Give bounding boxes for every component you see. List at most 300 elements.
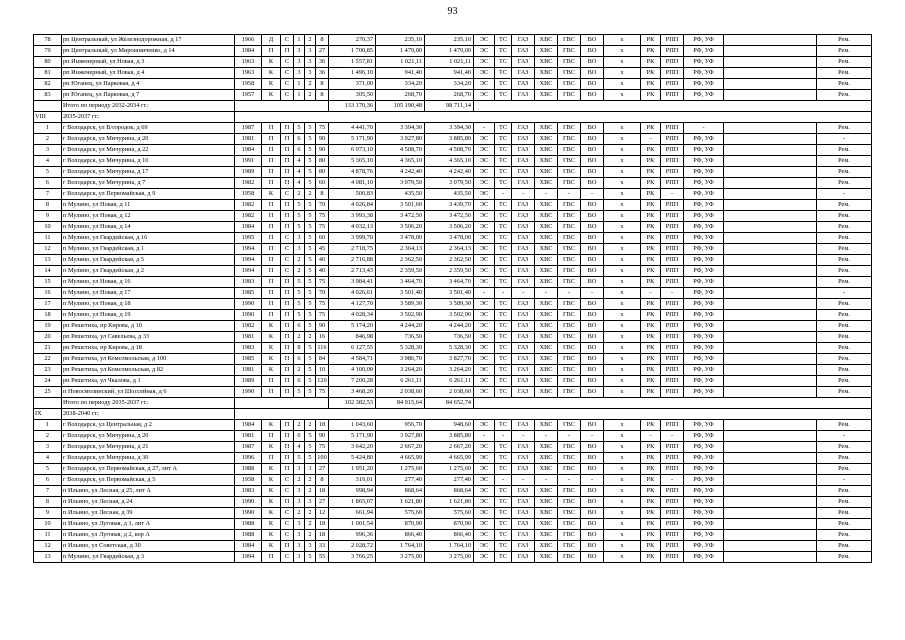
table-cell: 1990 [235,310,262,321]
table-cell: 6 127,55 [329,343,376,354]
table-cell: 90 [316,134,329,145]
table-cell: РФ, УФ [684,68,724,79]
table-cell: 1984 [235,420,262,431]
table-cell: 116 [316,343,329,354]
table-cell: ТС [495,156,512,167]
table-cell: 866,40 [376,530,425,541]
table-cell: 3 589,30 [425,299,474,310]
table-cell: 2 [294,365,305,376]
table-cell: ГВС [558,343,581,354]
table-cell: ТС [495,255,512,266]
table-cell: 3 [305,57,316,68]
table-cell: П [262,167,281,178]
table-cell: РК [641,332,661,343]
table-cell: х [604,90,641,101]
table-cell: РПП [661,46,684,57]
table-cell [474,101,872,112]
table-cell: 75 [316,387,329,398]
table-cell: 5 [305,453,316,464]
table-cell: 1 865,07 [329,497,376,508]
table-cell: - [558,189,581,200]
table-cell: ВО [581,365,604,376]
table-cell: 1994 [235,244,262,255]
table-cell: 6 [294,134,305,145]
table-cell: п Ильино, ул Лесная, д 39 [62,508,235,519]
table-cell: г Володарск, ул Мичурина, д 17 [62,167,235,178]
table-cell: 60 [316,178,329,189]
table-cell: К [262,354,281,365]
table-cell: 75 [316,211,329,222]
table-cell: 2 359,50 [425,266,474,277]
table-cell: Рем. [817,541,872,552]
table-cell: 45 [316,244,329,255]
table-cell: 1983 [235,343,262,354]
table-cell [724,541,817,552]
table-cell: РПП [661,167,684,178]
table-cell: п Мулино, ул Гвардейская, д 2 [62,266,235,277]
table-cell: П [262,387,281,398]
table-cell: ЭС [474,541,495,552]
table-cell: ТС [495,299,512,310]
table-cell: ГВС [558,266,581,277]
table-cell: 5 [305,244,316,255]
table-cell: 1982 [235,200,262,211]
table-cell: х [604,123,641,134]
table-cell: 6 [294,431,305,442]
table-cell: РФ, УФ [684,178,724,189]
table-cell: РК [641,211,661,222]
table-cell [724,321,817,332]
table-cell: 435,50 [376,189,425,200]
table-cell: п Мулино, ул Гвардейская, д 3 [62,552,235,563]
table-cell: VIII [34,112,62,123]
table-cell: РК [641,35,661,46]
table-cell: Рем. [817,464,872,475]
table-cell: х [604,365,641,376]
table-cell: 268,70 [376,90,425,101]
table-cell: 4 026,61 [329,288,376,299]
table-cell: РФ, УФ [684,365,724,376]
table-cell: 3 275,00 [425,552,474,563]
table-cell: г Володарск, ул Мичурина, д 22 [62,145,235,156]
table-cell: ЭС [474,79,495,90]
table-cell: п Ильино, ул Советская, д 30 [62,541,235,552]
table-cell: х [604,354,641,365]
table-cell: РФ, УФ [684,321,724,332]
table-cell: ГВС [558,530,581,541]
table-cell: ГВС [558,211,581,222]
table-cell: РК [641,79,661,90]
table-cell: 1981 [235,332,262,343]
table-cell: - [817,475,872,486]
table-cell: К [262,90,281,101]
table-cell: П [262,46,281,57]
table-cell: ЭС [474,464,495,475]
table-cell: 55 [316,552,329,563]
table-cell: ВО [581,200,604,211]
table-cell: - [661,475,684,486]
table-row [34,376,872,387]
table-cell: 1 [34,420,62,431]
table-cell: 5 [305,299,316,310]
table-cell: 4 244,20 [376,321,425,332]
table-cell [724,145,817,156]
table-cell: 5 [305,288,316,299]
table-cell: 1981 [235,134,262,145]
table-cell: ТС [495,211,512,222]
table-cell: С [281,508,294,519]
table-cell: 1 496,10 [329,68,376,79]
table-cell: 40 [316,266,329,277]
table-cell: п Мулино, ул Гвардейская, д 1 [62,244,235,255]
table-cell: - [581,288,604,299]
table-cell: 5 [294,200,305,211]
table-cell: К [262,420,281,431]
table-cell: х [604,79,641,90]
table-cell: 3 [305,464,316,475]
table-cell: 1957 [235,90,262,101]
table-cell: РФ, УФ [684,497,724,508]
table-cell: 5 [294,387,305,398]
table-cell: 100 [316,453,329,464]
table-cell: ВО [581,486,604,497]
table-cell: 36 [316,68,329,79]
table-cell: 868,64 [425,486,474,497]
table-cell: РК [641,475,661,486]
table-cell [235,112,872,123]
table-cell: х [604,211,641,222]
table-cell: ЭС [474,134,495,145]
table-cell: ВО [581,453,604,464]
table-cell: 17 [34,299,62,310]
table-cell: 3 264,20 [425,365,474,376]
table-cell: РФ, УФ [684,288,724,299]
table-cell: П [281,211,294,222]
table-cell: 1994 [235,266,262,277]
table-cell: 10 [316,365,329,376]
table-cell: ХВС [535,299,558,310]
table-cell: 83 [34,90,62,101]
table-cell: 24 [34,376,62,387]
table-cell [724,387,817,398]
table-cell: К [262,321,281,332]
period-total-row [34,398,872,409]
table-cell: 3 927,80 [376,431,425,442]
table-cell: 1958 [235,79,262,90]
table-cell: П [281,354,294,365]
table-cell: ГВС [558,178,581,189]
table-cell: РФ, УФ [684,343,724,354]
table-cell: - [661,288,684,299]
table-row [34,288,872,299]
table-cell: 3 [305,46,316,57]
table-cell: Рем. [817,442,872,453]
table-cell: 2 [294,332,305,343]
table-cell: 4 441,70 [329,123,376,134]
table-cell: 866,40 [425,530,474,541]
table-cell: ВО [581,530,604,541]
table-cell: 5 328,30 [425,343,474,354]
table-cell: 80 [316,156,329,167]
table-cell: 1985 [235,354,262,365]
table-cell [724,519,817,530]
table-cell: 7 [34,486,62,497]
table-cell: ХВС [535,442,558,453]
table-cell: 3 472,50 [425,211,474,222]
table-cell [724,189,817,200]
table-cell: 5 [305,431,316,442]
table-cell: ЭС [474,90,495,101]
table-cell: 1984 [235,145,262,156]
table-cell: ЭС [474,178,495,189]
table-cell: 1984 [235,222,262,233]
table-row [34,255,872,266]
table-cell: ТС [495,79,512,90]
table-cell: ЭС [474,530,495,541]
table-cell: РПП [661,200,684,211]
table-cell: 1990 [235,387,262,398]
table-cell: РФ, УФ [684,442,724,453]
table-cell: ВО [581,277,604,288]
table-cell: ГАЗ [512,486,535,497]
table-cell: РПП [661,310,684,321]
table-cell: РФ, УФ [684,35,724,46]
table-cell: 661,94 [329,508,376,519]
table-cell: 5 [305,266,316,277]
table-cell: - [535,288,558,299]
table-cell: ГВС [558,332,581,343]
table-cell: 1 001,54 [329,519,376,530]
table-cell: 268,70 [425,90,474,101]
table-cell: К [262,365,281,376]
table-cell: ВО [581,57,604,68]
table-cell: ГАЗ [512,541,535,552]
table-cell: ЭС [474,222,495,233]
table-cell: ТС [495,343,512,354]
table-cell: г Володарск, ул Мичурина, д 20 [62,134,235,145]
table-cell: РПП [661,365,684,376]
table-cell: Рем. [817,552,872,563]
table-cell: ХВС [535,233,558,244]
table-cell: ХВС [535,365,558,376]
table-row [34,46,872,57]
table-cell: ВО [581,343,604,354]
table-row [34,222,872,233]
table-cell [724,453,817,464]
table-cell: 1 764,10 [376,541,425,552]
table-cell: 235,10 [425,35,474,46]
table-cell: 1990 [235,299,262,310]
table-cell: 3 885,80 [425,134,474,145]
table-cell: ХВС [535,266,558,277]
table-cell: 8 [316,475,329,486]
table-cell: 4 026,84 [329,200,376,211]
table-cell: ГАЗ [512,321,535,332]
table-cell: - [495,431,512,442]
table-cell: РФ, УФ [684,332,724,343]
table-cell: рп Решетиха, ул Савельева, д 33 [62,332,235,343]
table-cell: 3 501,40 [376,288,425,299]
table-cell: ГАЗ [512,387,535,398]
table-cell: х [604,277,641,288]
table-cell: 75 [316,442,329,453]
table-cell: К [262,343,281,354]
table-cell: рп Центральный, ул Мирошниченко, д 14 [62,46,235,57]
table-cell: Рем. [817,46,872,57]
table-cell [235,398,329,409]
table-cell: ХВС [535,541,558,552]
table-cell: 1 275,60 [425,464,474,475]
table-cell: ХВС [535,200,558,211]
table-cell: ХВС [535,343,558,354]
table-cell: 6 [294,354,305,365]
table-cell: ЭС [474,519,495,530]
table-cell: ХВС [535,211,558,222]
table-cell: 319,01 [329,475,376,486]
table-cell: ГВС [558,321,581,332]
table-cell: 4 081,10 [329,178,376,189]
table-cell: ТС [495,486,512,497]
table-cell: РК [641,123,661,134]
table-row [34,90,872,101]
table-cell: п Мулино, ул Новая, д 18 [62,299,235,310]
table-cell: 1 951,20 [329,464,376,475]
table-cell: ЭС [474,332,495,343]
table-cell: - [817,189,872,200]
table-cell: п Ильино, ул Лесная, д 24 [62,497,235,508]
table-cell: ВО [581,233,604,244]
table-cell: ГВС [558,442,581,453]
table-cell: ГАЗ [512,530,535,541]
table-cell: 2 362,50 [376,255,425,266]
table-cell [724,530,817,541]
table-cell: 3 501,40 [425,288,474,299]
table-cell: - [512,189,535,200]
table-cell: - [581,475,604,486]
table-cell: 5 171,90 [329,431,376,442]
table-cell [724,475,817,486]
table-cell: 3 506,20 [425,222,474,233]
table-cell: ГВС [558,35,581,46]
table-cell: Рем. [817,222,872,233]
table-cell: 3 394,30 [376,123,425,134]
table-cell: П [262,233,281,244]
table-cell: ВО [581,79,604,90]
table-cell: РПП [661,68,684,79]
table-cell: г Володарск, ул Первомайская, д 27, лит А [62,464,235,475]
table-cell: РПП [661,519,684,530]
table-cell: РК [641,530,661,541]
table-cell: РК [641,46,661,57]
table-cell: 3 [294,233,305,244]
table-cell: п Мулино, ул Гвардейская, д 5 [62,255,235,266]
table-cell [724,79,817,90]
table-cell: ГАЗ [512,442,535,453]
table-cell: 5 [294,211,305,222]
table-cell: П [262,211,281,222]
table-cell: 70 [316,288,329,299]
table-cell: ХВС [535,68,558,79]
table-cell: РК [641,167,661,178]
table-cell: П [262,123,281,134]
table-cell: Рем. [817,233,872,244]
table-cell: 81 [34,68,62,79]
table-cell: 8 [316,35,329,46]
table-cell: ГАЗ [512,200,535,211]
table-cell: 1963 [235,57,262,68]
table-cell: 1981 [235,431,262,442]
table-cell: П [281,310,294,321]
table-cell: 2 667,20 [425,442,474,453]
table-cell: 75 [316,123,329,134]
table-cell [724,464,817,475]
table-cell: Рем. [817,453,872,464]
table-cell [724,497,817,508]
table-cell: 2 [305,79,316,90]
table-cell: 84 [316,354,329,365]
table-cell: РПП [661,442,684,453]
table-cell: П [281,156,294,167]
table-cell: РФ, УФ [684,233,724,244]
table-cell: ГАЗ [512,255,535,266]
table-cell: 4 665,99 [376,453,425,464]
table-cell: РПП [661,343,684,354]
table-cell: РФ, УФ [684,46,724,57]
table-cell [724,552,817,563]
table-cell: 2 [34,431,62,442]
table-cell: С [281,35,294,46]
table-cell: 4 [294,178,305,189]
table-row [34,552,872,563]
table-cell: 1987 [235,442,262,453]
table-cell: 1996 [235,453,262,464]
table-cell: - [535,431,558,442]
table-cell: 4 508,70 [376,145,425,156]
table-cell: Рем. [817,178,872,189]
table-cell: 27 [316,46,329,57]
table-cell: П [281,541,294,552]
table-cell: ГВС [558,90,581,101]
table-cell: 6 [34,178,62,189]
table-cell: 3 [294,244,305,255]
table-cell: г Володарск, ул Мичурина, д 20 [62,431,235,442]
table-cell: ВО [581,123,604,134]
table-cell: 2 364,13 [425,244,474,255]
table-cell [235,101,329,112]
table-cell: 4 [294,442,305,453]
table-cell: ЭС [474,321,495,332]
table-cell: ЭС [474,420,495,431]
table-cell: 3 [294,530,305,541]
table-cell: ВО [581,178,604,189]
table-cell: ХВС [535,167,558,178]
table-cell: 18 [316,519,329,530]
table-cell: 84 915,64 [376,398,425,409]
table-cell: РК [641,266,661,277]
table-cell: 2 [294,266,305,277]
table-cell: РПП [661,222,684,233]
table-cell: Д [262,35,281,46]
table-cell: П [281,145,294,156]
table-cell: 3 [294,497,305,508]
table-cell: - [535,475,558,486]
table-cell: 3 464,70 [425,277,474,288]
table-cell: РК [641,57,661,68]
table-cell: 3 502,90 [376,310,425,321]
table-cell: 4 584,71 [329,354,376,365]
table-cell: ГВС [558,541,581,552]
table-cell [724,288,817,299]
